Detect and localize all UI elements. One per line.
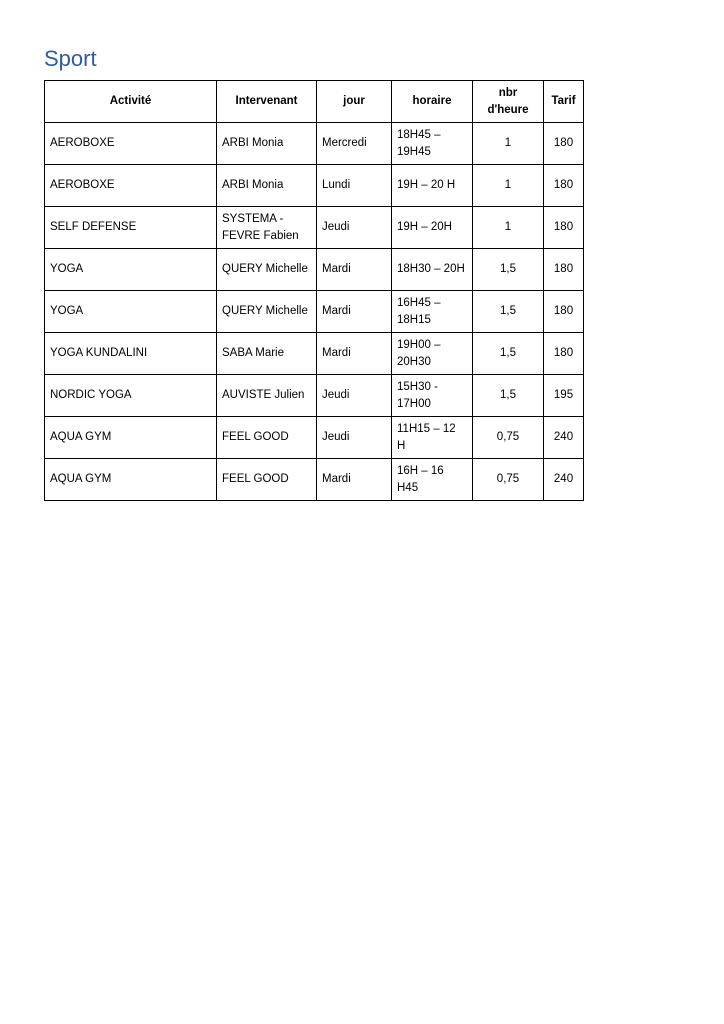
cell-intervenant: AUVISTE Julien — [217, 375, 317, 417]
table-header-row — [45, 81, 584, 123]
cell-nbr-heure: 1 — [473, 207, 544, 249]
cell-nbr-heure: 1 — [473, 165, 544, 207]
cell-tarif: 195 — [544, 375, 584, 417]
table-row — [45, 249, 584, 291]
cell-jour: Jeudi — [317, 207, 392, 249]
cell-activite: YOGA — [45, 249, 217, 291]
sport-schedule-table — [44, 80, 584, 501]
cell-tarif: 180 — [544, 207, 584, 249]
table-row — [45, 375, 584, 417]
cell-tarif: 180 — [544, 291, 584, 333]
cell-intervenant: FEEL GOOD — [217, 459, 317, 501]
cell-activite: AQUA GYM — [45, 417, 217, 459]
cell-intervenant: ARBI Monia — [217, 123, 317, 165]
header-nbr-heure: nbr d'heure — [473, 81, 544, 123]
table-row — [45, 207, 584, 249]
table-row — [45, 417, 584, 459]
cell-horaire: 11H15 – 12 H — [392, 417, 473, 459]
cell-intervenant: FEEL GOOD — [217, 417, 317, 459]
cell-horaire: 19H – 20 H — [392, 165, 473, 207]
cell-jour: Mardi — [317, 249, 392, 291]
header-intervenant: Intervenant — [217, 81, 317, 123]
cell-intervenant: ARBI Monia — [217, 165, 317, 207]
cell-horaire: 16H45 – 18H15 — [392, 291, 473, 333]
cell-tarif: 240 — [544, 417, 584, 459]
cell-nbr-heure: 1,5 — [473, 291, 544, 333]
cell-jour: Mercredi — [317, 123, 392, 165]
cell-activite: YOGA — [45, 291, 217, 333]
cell-tarif: 180 — [544, 333, 584, 375]
cell-activite: AQUA GYM — [45, 459, 217, 501]
cell-activite: AEROBOXE — [45, 123, 217, 165]
cell-activite: YOGA KUNDALINI — [45, 333, 217, 375]
cell-horaire: 18H45 – 19H45 — [392, 123, 473, 165]
cell-activite: SELF DEFENSE — [45, 207, 217, 249]
header-tarif: Tarif — [544, 81, 584, 123]
cell-horaire: 16H – 16 H45 — [392, 459, 473, 501]
cell-nbr-heure: 0,75 — [473, 459, 544, 501]
table-row — [45, 165, 584, 207]
table-row — [45, 333, 584, 375]
cell-tarif: 180 — [544, 249, 584, 291]
cell-intervenant: SYSTEMA - FEVRE Fabien — [217, 207, 317, 249]
cell-nbr-heure: 1,5 — [473, 375, 544, 417]
cell-intervenant: QUERY Michelle — [217, 249, 317, 291]
cell-tarif: 240 — [544, 459, 584, 501]
header-activite: Activité — [45, 81, 217, 123]
cell-intervenant: SABA Marie — [217, 333, 317, 375]
cell-horaire: 19H – 20H — [392, 207, 473, 249]
cell-jour: Mardi — [317, 459, 392, 501]
table-row — [45, 123, 584, 165]
cell-jour: Jeudi — [317, 375, 392, 417]
page-title: Sport — [44, 46, 97, 71]
cell-jour: Mardi — [317, 291, 392, 333]
cell-nbr-heure: 1,5 — [473, 333, 544, 375]
cell-nbr-heure: 0,75 — [473, 417, 544, 459]
cell-nbr-heure: 1,5 — [473, 249, 544, 291]
cell-horaire: 18H30 – 20H — [392, 249, 473, 291]
cell-jour: Mardi — [317, 333, 392, 375]
cell-nbr-heure: 1 — [473, 123, 544, 165]
cell-tarif: 180 — [544, 123, 584, 165]
cell-activite: NORDIC YOGA — [45, 375, 217, 417]
cell-horaire: 19H00 – 20H30 — [392, 333, 473, 375]
cell-jour: Lundi — [317, 165, 392, 207]
cell-activite: AEROBOXE — [45, 165, 217, 207]
cell-intervenant: QUERY Michelle — [217, 291, 317, 333]
cell-horaire: 15H30 - 17H00 — [392, 375, 473, 417]
table-row — [45, 459, 584, 501]
cell-jour: Jeudi — [317, 417, 392, 459]
cell-tarif: 180 — [544, 165, 584, 207]
header-horaire: horaire — [392, 81, 473, 123]
header-jour: jour — [317, 81, 392, 123]
table-row — [45, 291, 584, 333]
